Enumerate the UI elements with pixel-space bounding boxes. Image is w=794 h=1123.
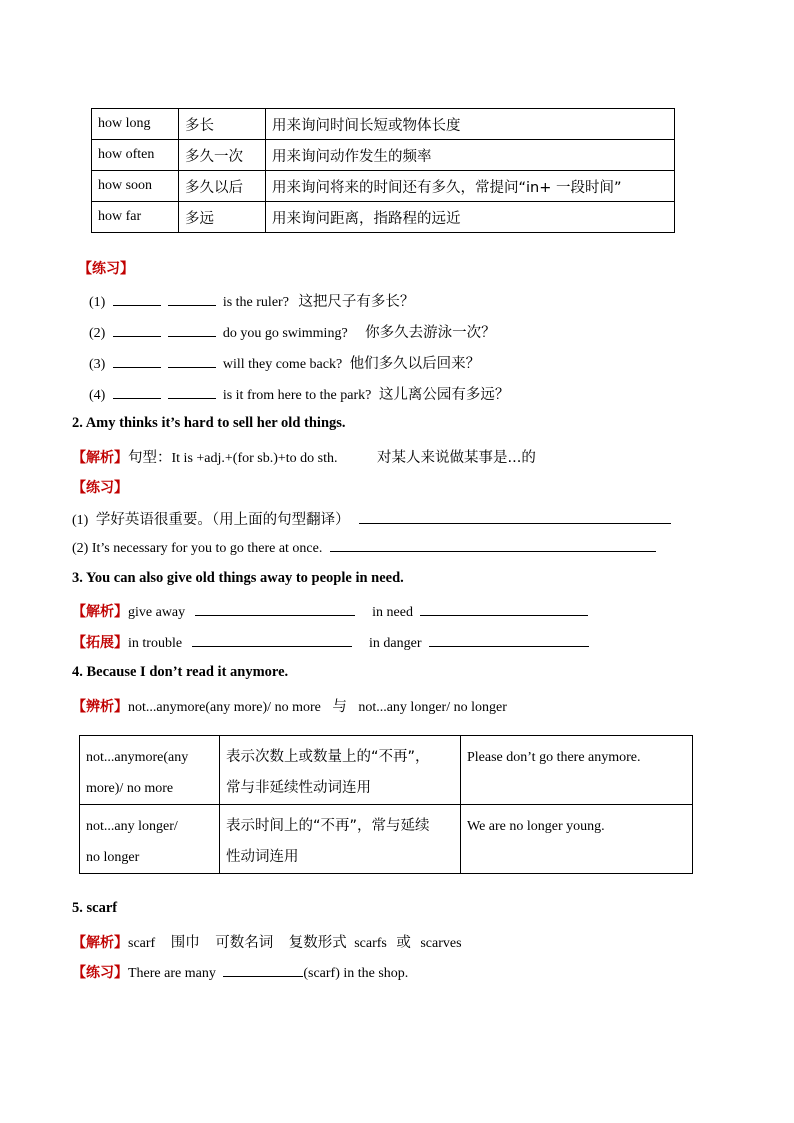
sentence-part: (scarf) in the shop. [303, 966, 409, 981]
practice-tag: 【练习】 [72, 480, 128, 496]
conjunction: 与 [332, 699, 347, 715]
answer-blank[interactable] [113, 355, 161, 368]
cell-line: Please don’t go there anymore. [467, 750, 641, 765]
word-meaning: 围巾 [170, 935, 200, 951]
practice-item-2 [89, 321, 496, 342]
answer-blank[interactable] [168, 293, 216, 306]
s2-practice-1 [72, 508, 671, 529]
table-row [80, 736, 693, 805]
table-cell [220, 805, 461, 874]
answer-blank[interactable] [113, 386, 161, 399]
sentence-pattern: It is +adj.+(for sb.)+to do sth. [171, 451, 338, 466]
pattern-meaning: 对某人来说做某事是...的 [377, 450, 536, 466]
table-row [92, 171, 675, 202]
table-cell: 用来询问动作发生的频率 [266, 140, 675, 171]
word-type: 可数名词 [215, 935, 274, 951]
item-number: (1) [89, 295, 106, 310]
section-2-heading: 2. Amy thinks it’s hard to sell her old things. [72, 415, 346, 431]
phrase: in need [372, 605, 413, 620]
item-chinese: 这儿离公园有多远？ [378, 387, 510, 403]
cell-line: 性动词连用 [226, 849, 299, 865]
answer-blank[interactable] [359, 511, 671, 524]
cell-line: 表示时间上的“不再”，常与延续 [226, 818, 430, 834]
s2-analysis [72, 446, 536, 467]
phrase: not...anymore(any more)/ no more [128, 700, 321, 715]
table-row [92, 202, 675, 233]
table-cell: 多久一次 [179, 140, 266, 171]
practice-item-3 [89, 352, 480, 373]
table-row [92, 109, 675, 140]
cell-line: more)/ no more [86, 781, 174, 796]
answer-blank[interactable] [330, 539, 656, 552]
s5-practice [72, 962, 408, 982]
conjunction: 或 [396, 935, 411, 951]
practice-item-1 [89, 290, 414, 311]
plural-form: scarfs [354, 936, 387, 951]
phrase: in trouble [128, 636, 183, 651]
table-cell: how often [92, 140, 179, 171]
answer-blank[interactable] [113, 293, 161, 306]
comparison-table [79, 735, 693, 874]
item-number: (1) [72, 513, 89, 528]
item-number: (4) [89, 388, 106, 403]
question-words-table [91, 108, 675, 233]
item-number: (3) [89, 357, 106, 372]
answer-blank[interactable] [168, 386, 216, 399]
practice-tag: 【练习】 [78, 261, 134, 277]
item-english: do you go swimming? [222, 326, 348, 341]
item-chinese: 他们多久以后回来？ [349, 356, 481, 372]
cell-line: 表示次数上或数量上的“不再”， [226, 749, 430, 765]
plural-label: 复数形式 [288, 935, 347, 951]
item-english: is the ruler? [222, 295, 289, 310]
table-cell [80, 805, 220, 874]
distinction-tag: 【辨析】 [72, 699, 128, 715]
extend-tag: 【拓展】 [72, 635, 128, 651]
phrase: in danger [369, 636, 422, 651]
cell-line: not...any longer/ [86, 819, 178, 834]
item-chinese: 你多久去游泳一次？ [365, 325, 496, 341]
item-chinese: 学好英语很重要。（用上面的句型翻译） [95, 512, 350, 528]
answer-blank[interactable] [223, 964, 303, 977]
table-cell [461, 805, 693, 874]
s4-distinction [72, 695, 507, 716]
practice-tag: 【练习】 [72, 965, 128, 981]
word: scarf [128, 936, 156, 951]
table-cell: 用来询问将来的时间还有多久，常提问“in+ 一段时间” [266, 171, 675, 202]
cell-line: no longer [86, 850, 140, 865]
table-cell: 用来询问距离，指路程的远近 [266, 202, 675, 233]
table-cell [80, 736, 220, 805]
table-cell [461, 736, 693, 805]
table-cell: 多远 [179, 202, 266, 233]
answer-blank[interactable] [429, 634, 589, 647]
answer-blank[interactable] [420, 603, 588, 616]
section-5-heading: 5. scarf [72, 900, 118, 916]
table-cell: how long [92, 109, 179, 140]
table-row [92, 140, 675, 171]
analysis-tag: 【解析】 [72, 604, 128, 620]
answer-blank[interactable] [195, 603, 355, 616]
cell-line: 常与非延续性动词连用 [226, 780, 371, 796]
item-english: is it from here to the park? [222, 388, 372, 403]
answer-blank[interactable] [168, 324, 216, 337]
section-3-heading: 3. You can also give old things away to people in need. [72, 570, 404, 586]
table-cell: 用来询问时间长短或物体长度 [266, 109, 675, 140]
answer-blank[interactable] [113, 324, 161, 337]
analysis-tag: 【解析】 [72, 935, 128, 951]
answer-blank[interactable] [168, 355, 216, 368]
table-cell: 多久以后 [179, 171, 266, 202]
analysis-tag: 【解析】 [72, 450, 128, 466]
s5-analysis [72, 931, 462, 952]
item-english: will they come back? [222, 357, 343, 372]
table-row [80, 805, 693, 874]
table-cell: 多长 [179, 109, 266, 140]
sentence-part: There are many [128, 966, 216, 981]
table-cell [220, 736, 461, 805]
table-cell: how soon [92, 171, 179, 202]
cell-line: not...anymore(any [86, 750, 189, 765]
item-english: (2) It’s necessary for you to go there at once. [72, 541, 323, 556]
cell-line: We are no longer young. [467, 819, 605, 834]
phrase: not...any longer/ no longer [358, 700, 507, 715]
item-number: (2) [89, 326, 106, 341]
answer-blank[interactable] [192, 634, 352, 647]
s3-extend [72, 632, 589, 652]
item-chinese: 这把尺子有多长？ [298, 294, 415, 310]
s3-analysis [72, 601, 588, 621]
s2-practice-2 [72, 539, 656, 557]
table-cell: how far [92, 202, 179, 233]
practice-item-4 [89, 383, 509, 404]
analysis-label: 句型： [128, 450, 172, 466]
plural-form: scarves [420, 936, 462, 951]
section-4-heading: 4. Because I don’t read it anymore. [72, 664, 289, 680]
phrase: give away [128, 605, 186, 620]
